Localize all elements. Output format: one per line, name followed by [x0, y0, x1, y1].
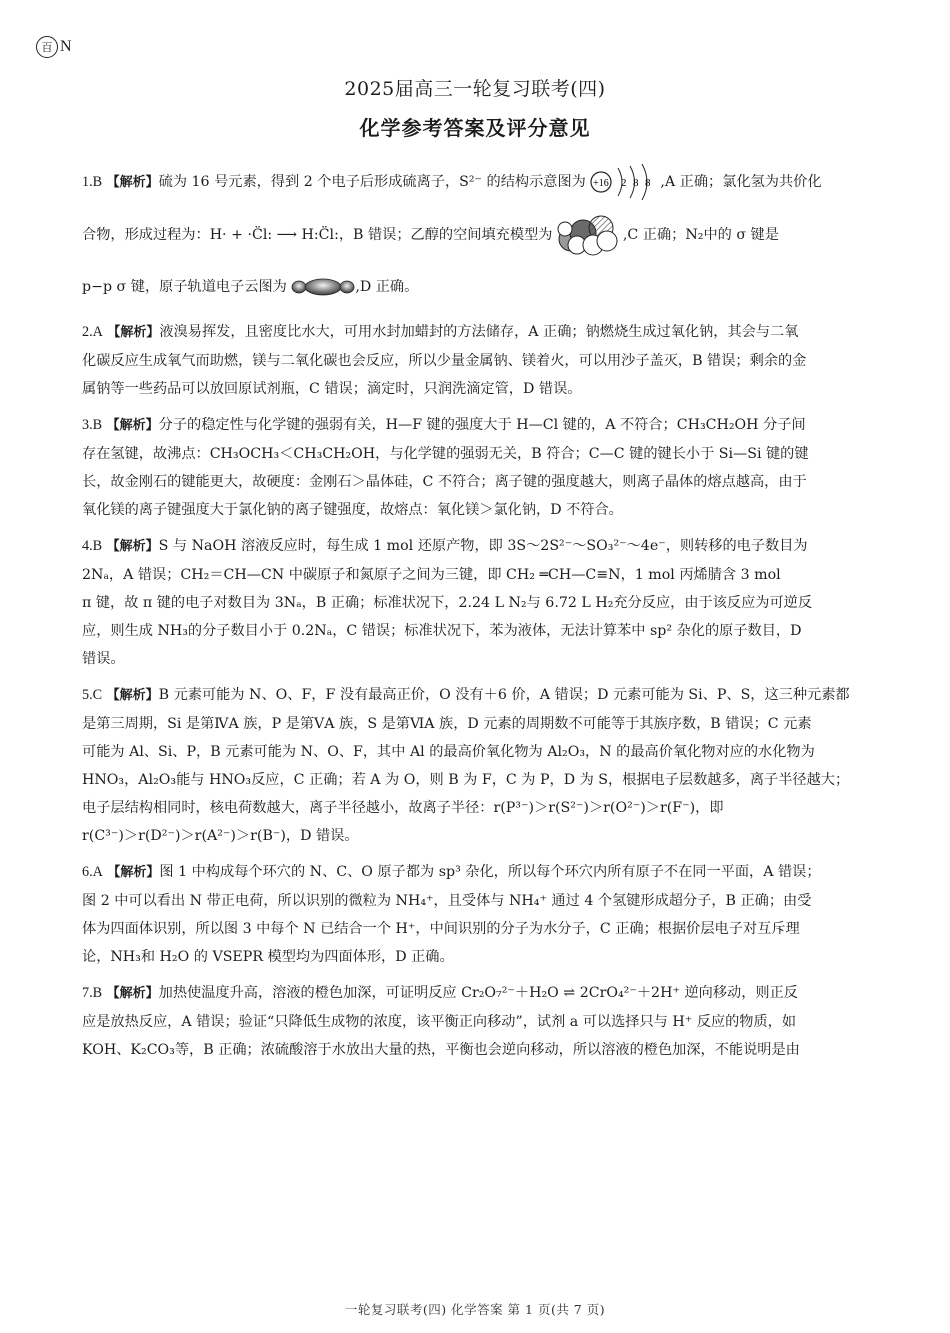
publisher-logo: [36, 36, 72, 58]
svg-text:+16: +16: [593, 178, 610, 189]
sigma-bond-orbital-diagram: [291, 278, 355, 296]
analysis-text: 错误。: [82, 651, 125, 667]
analysis-tag: 【解析】: [106, 688, 159, 703]
answer-number: 2.A: [82, 324, 103, 340]
analysis-text: p−p σ 键，原子轨道电子云图为: [82, 279, 287, 295]
analysis-text: 图 1 中构成每个环穴的 N、C、O 原子都为 sp³ 杂化，所以每个环穴内所有原子不在同一平面，A 错误；: [159, 864, 821, 880]
svg-text:8: 8: [645, 177, 651, 189]
answer-number: 6.A: [82, 864, 103, 880]
analysis-text: 属钠等一些药品可以放回原试剂瓶，C 错误；滴定时，只润洗滴定管，D 错误。: [82, 381, 582, 397]
exam-title: 2025届高三一轮复习联考(四): [344, 78, 606, 100]
analysis-text: 体为四面体识别，所以图 3 中每个 N 已结合一个 H⁺，中间识别的分子为水分子，C 正确；根据价层电子对互斥理: [82, 921, 800, 937]
analysis-text: 化碳反应生成氧气而助燃，镁与二氧化碳也会反应，所以少量金属钠、镁着火，可以用沙子盖灭，B 错误；剩余的金: [82, 353, 807, 369]
ethanol-space-filling-model: [557, 213, 623, 257]
svg-text:2: 2: [621, 177, 627, 189]
analysis-text: ,A 正确；氯化氢为共价化: [660, 174, 822, 190]
analysis-tag: 【解析】: [106, 539, 159, 554]
answer-item-5: [82, 681, 872, 850]
analysis-tag: 【解析】: [107, 325, 160, 340]
answer-number: 3.B: [82, 417, 103, 433]
analysis-tag: 【解析】: [106, 175, 159, 190]
analysis-text: r(C³⁻)＞r(D²⁻)＞r(A²⁻)＞r(B⁻)，D 错误。: [82, 828, 359, 844]
answer-number: 4.B: [82, 538, 103, 554]
page-footer: 一轮复习联考(四) 化学答案 第 1 页(共 7 页): [344, 1302, 606, 1317]
answer-item-4: [82, 532, 872, 673]
sulfide-ion-structure-diagram: [590, 164, 660, 200]
analysis-text: 加热使温度升高，溶液的橙色加深，可证明反应 Cr₂O₇²⁻＋H₂O ⇌ 2CrO₄²⁻＋2H⁺ 逆向移动，则正反: [158, 985, 798, 1001]
analysis-text: ,D 正确。: [355, 279, 419, 295]
answer-number: 7.B: [82, 985, 103, 1001]
analysis-text: ,C 正确；N₂中的 σ 键是: [622, 227, 779, 243]
analysis-text: π 键，故 π 键的电子对数目为 3Nₐ，B 正确；标准状况下，2.24 L N₂与 6.72 L H₂充分反应，由于该反应为可逆反: [82, 595, 813, 611]
analysis-text: 可能为 Al、Si、P，B 元素可能为 N、O、F，其中 Al 的最高价氧化物为 Al₂O₃，N 的最高价氧化物对应的水化物为: [82, 744, 815, 760]
analysis-text: 存在氢键，故沸点：CH₃OCH₃＜CH₃CH₂OH，与化学键的强弱无关，B 符合；C—C 键的键长小于 Si—Si 键的键: [82, 446, 809, 462]
answer-number: 5.C: [82, 687, 103, 703]
analysis-tag: 【解析】: [106, 986, 159, 1001]
analysis-text: 硫为 16 号元素，得到 2 个电子后形成硫离子，S²⁻ 的结构示意图为: [158, 174, 586, 190]
analysis-text: KOH、K₂CO₃等，B 正确；浓硫酸溶于水放出大量的热，平衡也会逆向移动，所以溶液的橙色加深，不能说明是由: [82, 1042, 800, 1058]
analysis-text: 图 2 中可以看出 N 带正电荷，所以识别的微粒为 NH₄⁺，且受体与 NH₄⁺ 通过 4 个氢键形成超分子，B 正确；由受: [82, 893, 812, 909]
analysis-text: 2Nₐ，A 错误；CH₂＝CH—CN 中碳原子和氮原子之间为三键，即 CH₂ ═CH—C≡N，1 mol 丙烯腈含 3 mol: [82, 567, 781, 583]
analysis-text: B 元素可能为 N、O、F，F 没有最高正价，O 没有＋6 价，A 错误；D 元素可能为 Si、P、S，这三种元素都: [158, 687, 850, 703]
analysis-text: 应，则生成 NH₃的分子数目小于 0.2Nₐ，C 错误；标准状况下，苯为液体，无法计算苯中 sp² 杂化的原子数目，D: [82, 623, 802, 639]
analysis-text: 长，故金刚石的键能更大，故硬度：金刚石＞晶体硅，C 不符合；离子键的强度越大，则离子晶体的熔点越高，由于: [82, 474, 807, 490]
analysis-tag: 【解析】: [106, 418, 159, 433]
analysis-text: 氧化镁的离子键强度大于氯化钠的离子键强度，故熔点：氧化镁＞氯化钠，D 不符合。: [82, 502, 623, 518]
answer-item-3: [82, 411, 872, 524]
answer-item-7: [82, 979, 872, 1064]
answer-item-6: [82, 858, 872, 971]
analysis-text: HNO₃，Al₂O₃能与 HNO₃反应，C 正确；若 A 为 O，则 B 为 F，C 为 P，D 为 S，根据电子层数越多，离子半径越大；: [82, 772, 850, 788]
answer-item-1: [82, 160, 872, 310]
logo-mark: 百: [36, 36, 58, 58]
answer-item-2: [82, 318, 872, 403]
analysis-text: 合物，形成过程为：H· + ·C̈l: ⟶ H:C̈l:，B 错误；乙醇的空间填充模型为: [82, 227, 553, 243]
logo-letter: N: [60, 38, 72, 55]
analysis-text: 电子层结构相同时，核电荷数越大，离子半径越小，故离子半径：r(P³⁻)＞r(S²⁻)＞r(O²⁻)＞r(F⁻)，即: [82, 800, 724, 816]
document-subtitle: 化学参考答案及评分意见: [359, 116, 591, 140]
analysis-text: 液溴易挥发，且密度比水大，可用水封加蜡封的方法储存，A 正确；钠燃烧生成过氧化钠，其会与二氧: [159, 324, 799, 340]
answer-content: [82, 160, 872, 1064]
analysis-tag: 【解析】: [107, 865, 160, 880]
analysis-text: 是第三周期，Si 是第ⅣA 族，P 是第ⅤA 族，S 是第ⅥA 族，D 元素的周期数不可能等于其族序数，B 错误；C 元素: [82, 716, 812, 732]
answer-number: 1.B: [82, 174, 103, 190]
analysis-text: 应是放热反应，A 错误；验证“只降低生成物的浓度，该平衡正向移动”，试剂 a 可以选择只与 H⁺ 反应的物质，如: [82, 1014, 797, 1030]
analysis-text: 论，NH₃和 H₂O 的 VSEPR 模型均为四面体形，D 正确。: [82, 949, 454, 965]
analysis-text: 分子的稳定性与化学键的强弱有关，H—F 键的强度大于 H—Cl 键的，A 不符合；CH₃CH₂OH 分子间: [158, 417, 806, 433]
svg-text:8: 8: [633, 177, 639, 189]
analysis-text: S 与 NaOH 溶液反应时，每生成 1 mol 还原产物，即 3S～2S²⁻～SO₃²⁻～4e⁻，则转移的电子数目为: [158, 538, 808, 554]
